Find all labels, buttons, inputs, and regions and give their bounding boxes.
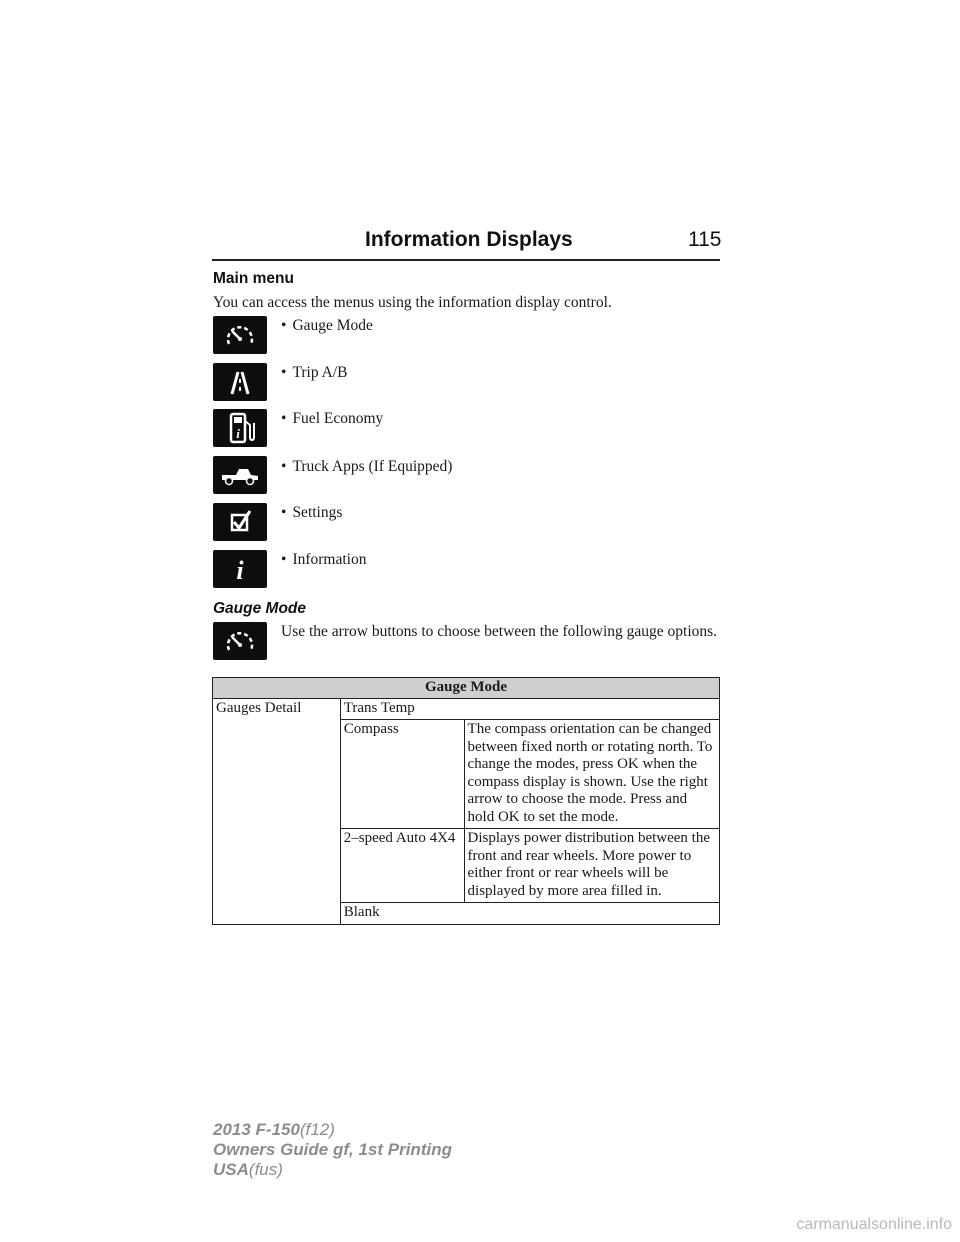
footer-market-name: USA bbox=[213, 1160, 249, 1179]
footer-model-name: 2013 F-150 bbox=[213, 1120, 300, 1139]
gauge-icon bbox=[213, 316, 267, 354]
menu-item-label: Fuel Economy bbox=[292, 410, 384, 427]
menu-item-gauge-mode: • Gauge Mode bbox=[281, 317, 373, 334]
checkbox-icon bbox=[213, 503, 267, 541]
page-header-title: Information Displays bbox=[365, 228, 573, 251]
gauge-mode-description: Use the arrow buttons to choose between the following gauge options. bbox=[281, 623, 718, 640]
svg-text:i: i bbox=[236, 426, 240, 441]
menu-item-label: Truck Apps (If Equipped) bbox=[292, 458, 453, 475]
fuel-pump-icon bbox=[213, 409, 267, 447]
table-cell-option: Trans Temp bbox=[340, 698, 719, 720]
svg-text:i: i bbox=[236, 556, 244, 585]
gauge-mode-table bbox=[212, 677, 720, 925]
main-menu-intro: You can access the menus using the information display control. bbox=[213, 294, 612, 311]
truck-icon bbox=[213, 456, 267, 494]
menu-item-label: Information bbox=[292, 551, 367, 568]
menu-item-label: Settings bbox=[292, 504, 343, 521]
table-title: Gauge Mode bbox=[213, 678, 720, 699]
table-row bbox=[213, 698, 720, 720]
menu-item-label: Trip A/B bbox=[292, 364, 348, 381]
table-cell-option: Compass bbox=[340, 720, 464, 829]
gauge-icon bbox=[213, 622, 267, 660]
info-icon bbox=[213, 550, 267, 588]
menu-item-label: Gauge Mode bbox=[292, 317, 373, 334]
footer-model-code: (f12) bbox=[299, 1120, 335, 1139]
footer-model bbox=[213, 1120, 335, 1140]
footer-market-code: (fus) bbox=[248, 1160, 283, 1179]
table-cell-detail: Displays power distribution between the front and rear wheels. More power to either front or rear wheels will be displayed by more area filled in. bbox=[464, 829, 719, 903]
table-row-label: Gauges Detail bbox=[213, 698, 341, 924]
footer-market bbox=[213, 1160, 283, 1180]
header-divider bbox=[212, 259, 720, 261]
menu-item-truck-apps: • Truck Apps (If Equipped) bbox=[281, 458, 453, 475]
table-cell-option: 2–speed Auto 4X4 bbox=[340, 829, 464, 903]
table-cell-detail: The compass orientation can be changed between fixed north or rotating north. To change the modes, press OK when the compass display is shown. Use the right arrow to choose the mode. Press and hold OK to set the mode. bbox=[464, 720, 719, 829]
menu-item-trip: • Trip A/B bbox=[281, 364, 348, 381]
menu-item-settings: • Settings bbox=[281, 504, 343, 521]
road-icon bbox=[213, 363, 267, 401]
page-number: 115 bbox=[688, 228, 722, 251]
footer-printing: Owners Guide gf, 1st Printing bbox=[213, 1140, 452, 1159]
main-menu-heading: Main menu bbox=[213, 270, 294, 287]
menu-item-fuel-economy: • Fuel Economy bbox=[281, 410, 384, 427]
watermark: carmanualsonline.info bbox=[796, 1216, 952, 1233]
gauge-mode-heading: Gauge Mode bbox=[213, 600, 307, 617]
table-cell-option: Blank bbox=[340, 903, 719, 925]
menu-item-information: • Information bbox=[281, 551, 367, 568]
